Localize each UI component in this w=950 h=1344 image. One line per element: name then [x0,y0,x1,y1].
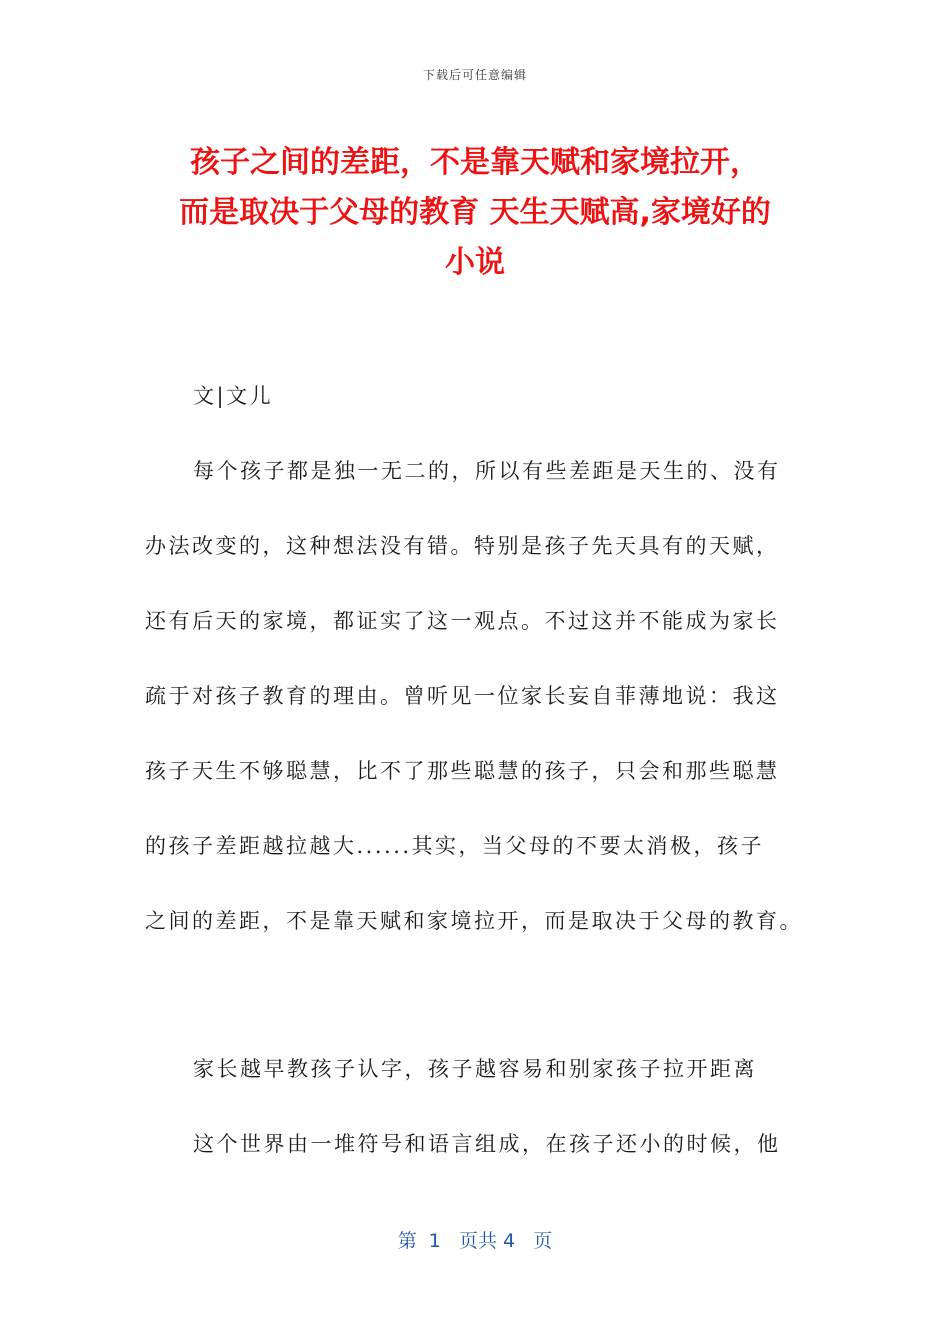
paragraph-1-line-5: 孩子天生不够聪慧，比不了那些聪慧的孩子，只会和那些聪慧 [145,759,780,783]
title-line-2: 而是取决于父母的教育 天生天赋高,家境好的 [179,195,771,230]
header-note: 下载后可任意编辑 [422,68,527,82]
paragraph-1-line-3: 还有后天的家境，都证实了这一观点。不过这并不能成为家长 [145,609,780,633]
section-subheading: 家长越早教孩子认字，孩子越容易和别家孩子拉开距离 [193,1057,757,1081]
paragraph-2-line-1: 这个世界由一堆符号和语言组成，在孩子还小的时候，他 [193,1132,781,1156]
document-title [120,138,830,288]
title-line-3: 小说 [445,245,505,280]
paragraph-1-line-1: 每个孩子都是独一无二的，所以有些差距是天生的、没有 [193,459,781,483]
title-line-1: 孩子之间的差距，不是靠天赋和家境拉开， [190,145,760,180]
paragraph-1-line-6: 的孩子差距越拉越大......其实，当父母的不要太消极，孩子 [145,834,765,858]
paragraph-1-line-2: 办法改变的，这种想法没有错。特别是孩子先天具有的天赋， [145,534,780,558]
paragraph-1-line-7: 之间的差距，不是靠天赋和家境拉开，而是取决于父母的教育。 [145,909,803,933]
paragraph-1-line-4: 疏于对孩子教育的理由。曾听见一位家长妄自菲薄地说：我这 [145,684,780,708]
author-line: 文|文儿 [193,384,274,408]
page-number-footer: 第 1 页共 4 页 [397,1230,553,1252]
